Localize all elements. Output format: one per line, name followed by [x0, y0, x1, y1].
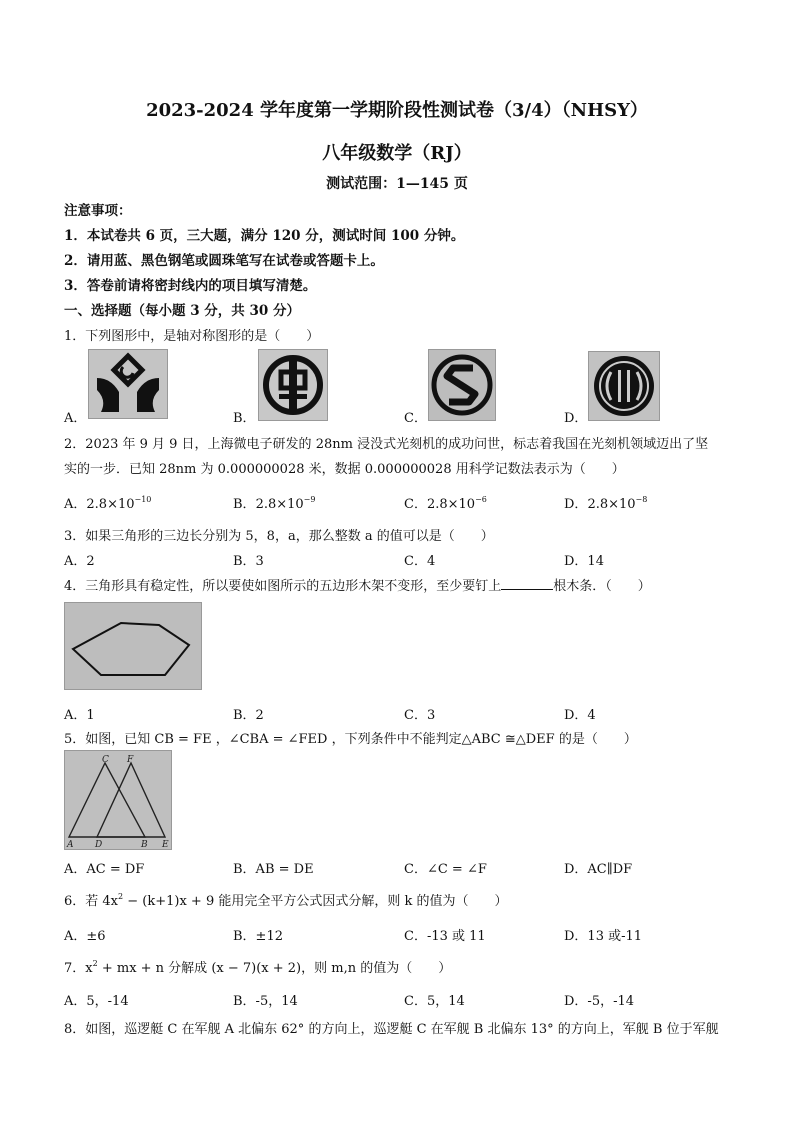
question-7-stem: [64, 957, 451, 976]
question-7-exponent: 2: [92, 959, 98, 968]
question-3-stem: 3．如果三角形的三边长分别为 5，8，a，那么整数 a 的值可以是（ ）: [64, 529, 494, 544]
q7-option-b: B．-5，14: [233, 994, 298, 1009]
q7-option-d: D．-5，-14: [564, 994, 635, 1009]
q4-option-d: D．4: [564, 708, 596, 723]
q1-label-a: A．: [64, 411, 87, 426]
q2-option-c-base: 2.8×10: [426, 497, 476, 512]
note-item-2: 2．请用蓝、黑色钢笔或圆珠笔写在试卷或答题卡上。: [64, 253, 384, 269]
q2-option-c: [404, 493, 487, 512]
note-item-3: 3．答卷前请将密封线内的项目填写清楚。: [64, 278, 317, 294]
q2-option-d-exp: −8: [635, 495, 648, 504]
q3-option-c: C．4: [404, 554, 436, 569]
q6-option-b: B．±12: [233, 929, 283, 944]
q2-option-c-label: C．: [404, 497, 427, 512]
triangles-figure: [64, 750, 172, 850]
note-item-1: 1．本试卷共 6 页，三大题，满分 120 分，测试时间 100 分钟。: [64, 228, 465, 244]
question-4-stem: [64, 575, 651, 594]
question-6-stem-part-1: 6．若 4x: [64, 894, 119, 909]
q2-option-b-exp: −9: [303, 495, 316, 504]
q1-label-c: C．: [404, 411, 427, 426]
question-6-stem: [64, 890, 508, 909]
question-6-stem-part-2: − (k+1)x + 9 能用完全平方公式因式分解，则 k 的值为（ ）: [123, 894, 508, 909]
q1-label-b: B．: [233, 411, 256, 426]
q4-option-b: B．2: [233, 708, 264, 723]
q5-option-a: A．AC = DF: [64, 862, 145, 877]
q2-option-a-exp: −10: [134, 495, 152, 504]
q3-option-d: D．14: [564, 554, 604, 569]
fig-label-a: A: [67, 840, 74, 849]
q4-option-a: A．1: [64, 708, 95, 723]
exam-subtitle: 八年级数学（RJ）: [322, 143, 472, 164]
question-8-stem: 8．如图，巡逻艇 C 在军舰 A 北偏东 62° 的方向上，巡逻艇 C 在军舰 B 北偏东 13° 的方向上，军舰 B 位于军舰: [64, 1022, 719, 1037]
q4-option-c: C．3: [404, 708, 436, 723]
q6-option-c: C．-13 或 11: [404, 929, 486, 944]
section-heading: 一、选择题（每小题 3 分，共 30 分）: [64, 303, 300, 319]
fig-label-b: B: [141, 840, 148, 849]
q5-option-b: B．AB = DE: [233, 862, 314, 877]
q2-option-d-base: 2.8×10: [587, 497, 636, 512]
q2-option-a-label: A．: [64, 497, 87, 512]
exam-title: 2023-2024 学年度第一学期阶段性测试卷（3/4）（NHSY）: [146, 100, 648, 121]
bank-logo-a-icon: [88, 349, 168, 419]
bank-logo-c-icon: [428, 349, 496, 421]
bank-logo-b-icon: [258, 349, 328, 421]
q5-option-c: C．∠C = ∠F: [404, 862, 487, 877]
q7-option-a: A．5，-14: [64, 994, 129, 1009]
question-1-stem: 1．下列图形中，是轴对称图形的是（ ）: [64, 329, 320, 344]
q2-option-c-exp: −6: [475, 495, 487, 504]
question-4-stem-part-2: 根木条．（ ）: [553, 579, 651, 594]
pentagon-frame-figure: [64, 602, 202, 690]
q3-option-b: B．3: [233, 554, 264, 569]
q2-option-b-base: 2.8×10: [255, 497, 304, 512]
q7-option-c: C．5，14: [404, 994, 465, 1009]
question-2-line-1: 2．2023 年 9 月 9 日，上海微电子研发的 28nm 浸没式光刻机的成功问世，标志着我国在光刻机领域迈出了坚: [64, 437, 709, 452]
question-6-exponent: 2: [118, 892, 124, 901]
question-7-stem-part-1: 7．x: [64, 961, 93, 976]
question-5-stem: 5．如图，已知 CB = FE ，∠CBA = ∠FED ，下列条件中不能判定△ABC ≅△DEF 的是（ ）: [64, 732, 637, 747]
q2-option-a: [64, 493, 151, 512]
q6-option-a: A．±6: [64, 929, 106, 944]
bank-logo-d-icon: [588, 351, 660, 421]
question-2-line-2: 实的一步．已知 28nm 为 0.000000028 米，数据 0.000000028 用科学记数法表示为（ ）: [64, 462, 625, 477]
fig-label-e: E: [162, 840, 169, 849]
fig-label-c: C: [102, 755, 109, 765]
q2-option-d: [564, 493, 647, 512]
test-scope: 测试范围：1—145 页: [326, 176, 468, 192]
question-4-stem-part-1: 4．三角形具有稳定性，所以要使如图所示的五边形木架不变形，至少要钉上: [64, 579, 502, 594]
q2-option-b: [233, 493, 315, 512]
q2-option-a-base: 2.8×10: [86, 497, 135, 512]
q3-option-a: A．2: [64, 554, 95, 569]
q5-option-d: D．AC∥DF: [564, 862, 633, 877]
q2-option-b-label: B．: [233, 497, 256, 512]
q6-option-d: D．13 或-11: [564, 929, 643, 944]
fig-label-f: F: [127, 755, 134, 765]
notes-heading: 注意事项：: [64, 203, 132, 219]
question-7-stem-part-2: + mx + n 分解成 (x − 7)(x + 2)，则 m,n 的值为（ ）: [97, 961, 452, 976]
q2-option-d-label: D．: [564, 497, 588, 512]
answer-blank: [501, 577, 553, 590]
q1-label-d: D．: [564, 411, 588, 426]
fig-label-d: D: [95, 840, 103, 849]
